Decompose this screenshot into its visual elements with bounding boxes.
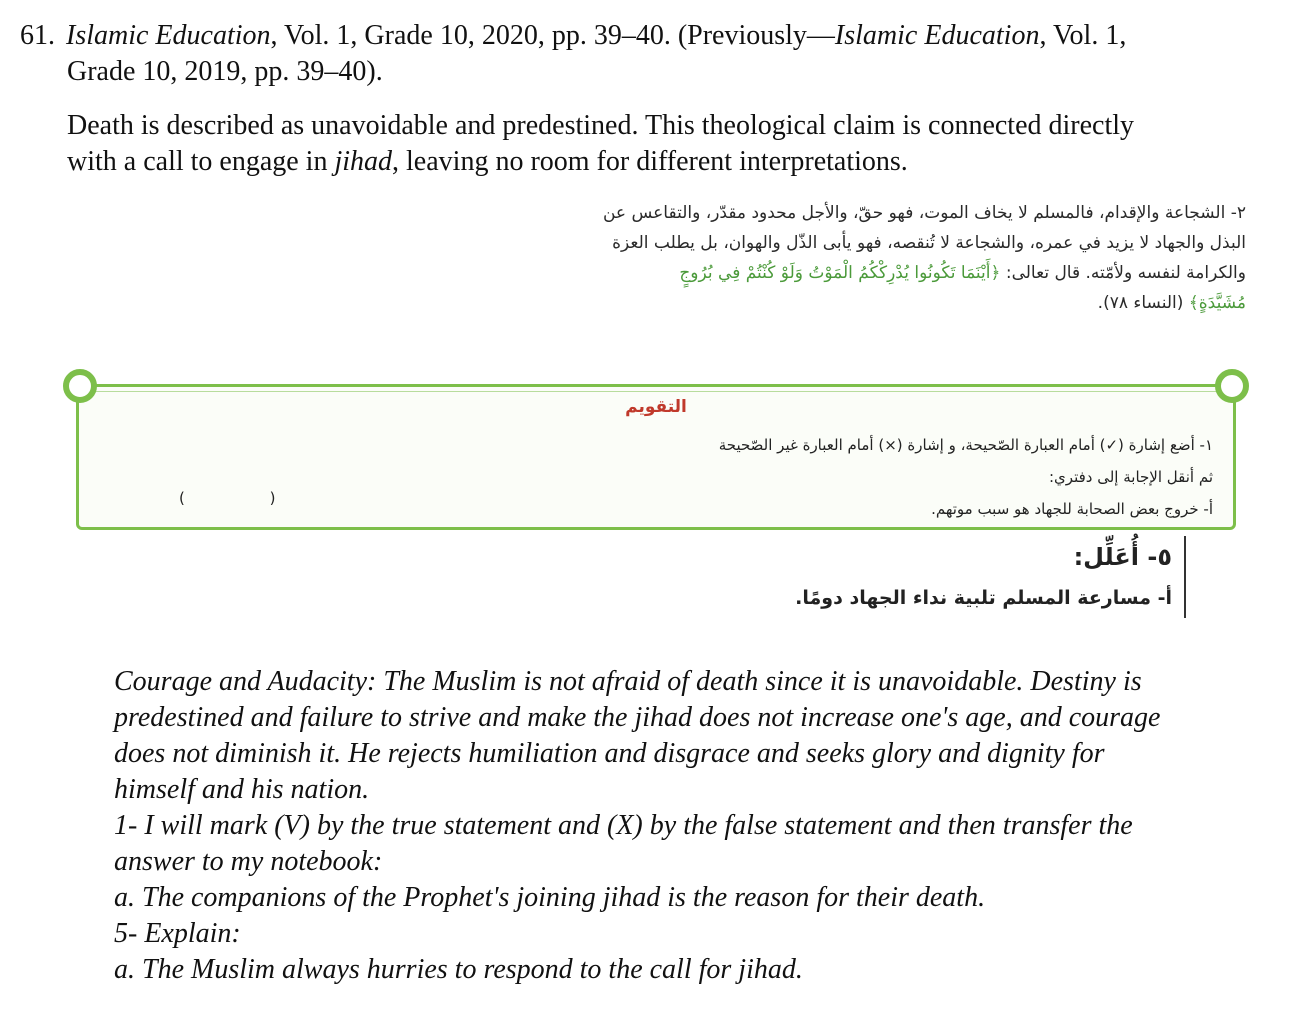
intro-line-2: with a call to engage in jihad, leaving no room for different interpretations. [67, 146, 908, 177]
textbook-excerpt-image [66, 192, 1246, 647]
evaluation-title: التقويم [625, 397, 687, 417]
citation-text-1: , Vol. 1, Grade 10, 2020, pp. 39–40. (Previously— [270, 20, 835, 51]
quran-quote-end: مُشَيَّدَةٍ﴾ [1188, 293, 1246, 313]
translation-line-4: himself and his nation. [114, 774, 370, 805]
evaluation-line-3: أ- خروج بعض الصحابة للجهاد هو سبب موتهم. [931, 500, 1213, 518]
citation-number: 61. [20, 20, 55, 51]
translation-line-8: 5- Explain: [114, 918, 241, 949]
intro-term: jihad [334, 146, 393, 177]
translation-line-9: a. The Muslim always hurries to respond to the call for jihad. [114, 954, 803, 985]
citation-text-2: , Vol. 1, [1039, 20, 1127, 51]
answer-parentheses: ( ) [179, 489, 316, 507]
translation-line-5: 1- I will mark (V) by the true statement and (X) by the false statement and then transfer the [114, 810, 1133, 841]
citation-title-1: Islamic Education [66, 20, 271, 51]
citation [20, 18, 1290, 90]
translation-line-1: Courage and Audacity: The Muslim is not afraid of death since it is unavoidable. Destiny is [114, 666, 1142, 697]
evaluation-line-1: ١- أضع إشارة (✓) أمام العبارة الصّحيحة، و إشارة (×) أمام العبارة غير الصّحيحة [718, 436, 1213, 454]
translation [114, 664, 1294, 988]
arabic-paragraph [386, 198, 1246, 318]
quran-quote: ﴿أَيْنَمَا تَكُونُوا يُدْرِكْكُمُ الْمَوْتُ وَلَوْ كُنْتُمْ فِي بُرُوجٍ [679, 263, 1001, 283]
translation-line-3: does not diminish it. He rejects humiliation and disgrace and seeks glory and dignity for [114, 738, 1105, 769]
evaluation-line-2: ثم أنقل الإجابة إلى دفتري: [1049, 468, 1213, 486]
explain-section [652, 536, 1186, 618]
citation-line-2: Grade 10, 2019, pp. 39–40). [67, 56, 383, 87]
explain-line: أ- مسارعة المسلم تلبية نداء الجهاد دومًا. [795, 587, 1172, 609]
intro-line-1: Death is described as unavoidable and predestined. This theological claim is connected directly [67, 110, 1135, 141]
translation-line-2: predestined and failure to strive and make the jihad does not increase one's age, and courage [114, 702, 1161, 733]
citation-title-2: Islamic Education [834, 20, 1040, 51]
intro-paragraph [67, 108, 1292, 180]
arabic-line-2: البذل والجهاد لا يزيد في عمره، والشجاعة لا تُنقصه، فهو يأبى الذّل والهوان، بل يطلب العزة [612, 233, 1246, 253]
evaluation-text [443, 429, 1213, 525]
arabic-line-4: مُشَيَّدَةٍ﴾ (النساء ٧٨). [1097, 293, 1246, 313]
translation-line-7: a. The companions of the Prophet's joining jihad is the reason for their death. [114, 882, 986, 913]
arabic-line-1: ٢- الشجاعة والإقدام، فالمسلم لا يخاف الموت، فهو حقّ، والأجل محدود مقدّر، والتقاعس عن [602, 203, 1246, 223]
arabic-line-3: والكرامة لنفسه ولأمّته. قال تعالى: ﴿أَيْنَمَا تَكُونُوا يُدْرِكْكُمُ الْمَوْتُ وَلَوْ كُنْتُمْ فِي بُرُوجٍ [679, 263, 1246, 283]
evaluation-box [76, 384, 1236, 530]
explain-heading: ٥- أُعَلِّل: [1073, 543, 1172, 571]
translation-line-6: answer to my notebook: [114, 846, 383, 877]
